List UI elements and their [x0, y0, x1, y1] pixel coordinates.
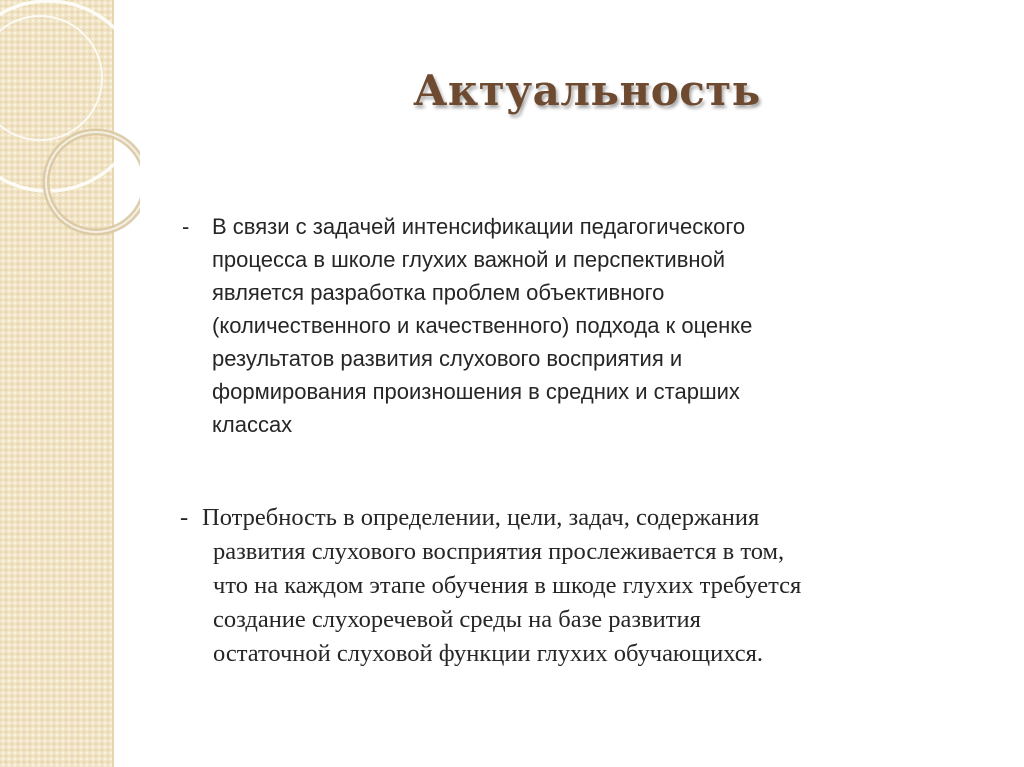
bullet-dash: -: [180, 504, 189, 531]
decorative-rings-ornament: [0, 0, 140, 240]
paragraph-2: [180, 501, 960, 671]
paragraph-2-line: Потребность в определении, цели, задач, содержания: [202, 504, 760, 531]
paragraph-1-line: (количественного и качественного) подхода к оценке: [212, 313, 753, 338]
paragraph-2-line: развития слухового восприятия прослеживается в том,: [213, 538, 785, 565]
paragraph-1-line: формирования произношения в средних и старших: [212, 379, 740, 404]
paragraph-1-line: В связи с задачей интенсификации педагогического: [212, 214, 746, 239]
bullet-dash: -: [182, 214, 190, 239]
paragraph-2-line: что на каждом этапе обучения в шкоде глухих требуется: [213, 572, 802, 599]
paragraph-1-line: является разработка проблем объективного: [212, 280, 665, 305]
paragraph-2-line: остаточной слуховой функции глухих обучающихся.: [213, 640, 764, 667]
paragraph-1: [182, 210, 942, 441]
paragraph-1-line: процесса в школе глухих важной и перспективной: [212, 247, 726, 272]
slide-title: Актуальность: [413, 66, 761, 115]
paragraph-1-line: классах: [212, 412, 293, 437]
paragraph-1-line: результатов развития слухового восприятия и: [212, 346, 683, 371]
paragraph-2-line: создание слухоречевой среды на базе развития: [213, 606, 701, 633]
